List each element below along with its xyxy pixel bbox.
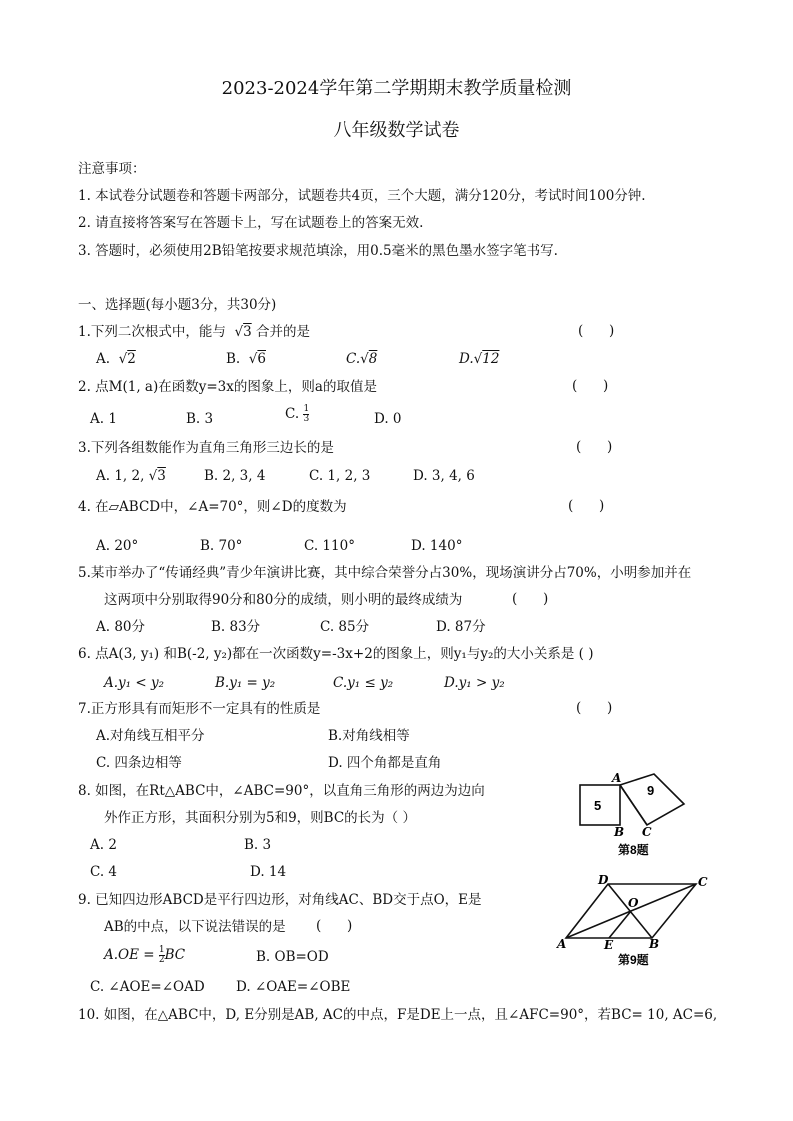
question-4-stem: 4. 在▱ABCD中，∠A=70°，则∠D的度数为: [78, 499, 347, 515]
q2-option-d: D. 0: [374, 411, 402, 427]
q7-option-c: C. 四条边相等: [96, 755, 182, 771]
question-7-stem: 7.正方形具有而矩形不一定具有的性质是: [78, 701, 321, 717]
q3-option-b: B. 2, 3, 4: [204, 468, 266, 484]
vertex-c-label: C: [642, 825, 652, 839]
question-9-stem-line1: 9. 已知四边形ABCD是平行四边形，对角线AC、BD交于点O，E是: [78, 892, 482, 908]
section-heading: 一、选择题(每小题3分，共30分): [78, 297, 277, 313]
q5-option-d: D. 87分: [436, 619, 486, 635]
question-8-stem-line1: 8. 如图，在Rt△ABC中，∠ABC=90°，以直角三角形的两边为边向: [78, 783, 485, 799]
vertex-d-label: D: [598, 873, 609, 887]
q3-option-d: D. 3, 4, 6: [413, 468, 475, 484]
figure-8-caption: 第8题: [618, 843, 649, 857]
q3-option-a: A. 1, 2, √3: [96, 468, 166, 484]
q3-option-c: C. 1, 2, 3: [309, 468, 371, 484]
q5-option-c: C. 85分: [320, 619, 370, 635]
question-8-stem-line2: 外作正方形，其面积分别为5和9，则BC的长为（ ）: [104, 810, 416, 826]
q6-option-d: D.y₁ > y₂: [444, 675, 505, 691]
vertex-b-label: B: [614, 825, 625, 839]
question-9-stem-line2: AB的中点，以下说法错误的是: [104, 919, 286, 935]
q1-option-d: D.√12: [459, 351, 500, 367]
figure-9-caption: 第9题: [618, 953, 649, 967]
q2-option-c: C. $\frac{1}{3}$: [285, 404, 310, 424]
q5-option-b: B. 83分: [211, 619, 261, 635]
q9-option-c: C. ∠AOE=∠OAD: [90, 979, 205, 995]
question-1-stem: 1.下列二次根式中，能与 √3 合并的是: [78, 324, 310, 340]
exam-subtitle: 八年级数学试卷: [333, 120, 460, 141]
q8-option-d: D. 14: [250, 864, 287, 880]
question-10-stem: 10. 如图，在△ABC中，D, E分别是AB, AC的中点，F是DE上一点，且∠AFC=90°，若BC= 10, AC=6,: [78, 1007, 718, 1023]
q2-option-a: A. 1: [90, 411, 117, 427]
q1-option-c: C.√8: [346, 351, 378, 367]
vertex-a-label: A: [612, 771, 622, 785]
question-5-stem-line2: 这两项中分别取得90分和80分的成绩，则小明的最终成绩为: [104, 592, 463, 608]
answer-paren: ( ): [316, 918, 353, 934]
notice-item-3: 3. 答题时，必须使用2B铅笔按要求规范填涂，用0.5毫米的黑色墨水签字笔书写.: [78, 243, 558, 259]
q4-option-b: B. 70°: [200, 538, 243, 554]
q4-option-c: C. 110°: [304, 538, 355, 554]
question-3-stem: 3.下列各组数能作为直角三角形三边长的是: [78, 440, 334, 456]
q9-option-d: D. ∠OAE=∠OBE: [236, 979, 351, 995]
question-6-stem: 6. 点A(3, y₁) 和B(-2, y₂)都在一次函数y=-3x+2的图象上，则y₁与y₂的大小关系是 ( ): [78, 646, 594, 662]
q4-option-d: D. 140°: [411, 538, 463, 554]
q9-option-b: B. OB=OD: [256, 949, 329, 965]
figure-8: [574, 768, 692, 860]
square-9-label: 9: [647, 783, 655, 798]
vertex-a-label: A: [557, 937, 567, 951]
q6-option-a: A.y₁ < y₂: [104, 675, 165, 691]
point-e-label: E: [604, 938, 614, 952]
q7-option-a: A.对角线互相平分: [96, 728, 205, 744]
question-2-stem: 2. 点M(1, a)在函数y=3x的图象上，则a的取值是: [78, 379, 377, 395]
answer-paren: ( ): [576, 439, 613, 455]
q5-option-a: A. 80分: [96, 619, 146, 635]
exam-title: 2023-2024学年第二学期期末教学质量检测: [221, 78, 572, 99]
q4-option-a: A. 20°: [96, 538, 139, 554]
notice-heading: 注意事项：: [78, 161, 146, 177]
q6-option-b: B.y₁ = y₂: [215, 675, 276, 691]
q1-option-b: B. √6: [226, 351, 266, 367]
answer-paren: ( ): [572, 378, 609, 394]
notice-item-2: 2. 请直接将答案写在答题卡上，写在试题卷上的答案无效.: [78, 215, 424, 231]
answer-paren: ( ): [512, 591, 549, 607]
answer-paren: ( ): [578, 323, 615, 339]
notice-item-1: 1. 本试卷分试题卷和答题卡两部分，试题卷共4页，三个大题，满分120分，考试时间100分钟.: [78, 188, 646, 204]
q8-option-b: B. 3: [244, 837, 272, 853]
q6-option-c: C.y₁ ≤ y₂: [333, 675, 394, 691]
hypotenuse-ac: [620, 785, 647, 825]
q9-option-a: A.OE = $\frac{1}{2}$ BC: [104, 945, 186, 965]
question-5-stem-line1: 5.某市举办了“传诵经典”青少年演讲比赛，其中综合荣誉分占30%，现场演讲分占70%，小明参加并在: [78, 565, 692, 581]
vertex-b-label: B: [649, 937, 660, 951]
q2-option-b: B. 3: [186, 411, 214, 427]
point-o-label: O: [628, 896, 639, 910]
q7-option-b: B.对角线相等: [328, 728, 410, 744]
q8-option-a: A. 2: [90, 837, 117, 853]
square-5-label: 5: [594, 798, 602, 813]
answer-paren: ( ): [576, 700, 613, 716]
vertex-c-label: C: [698, 875, 708, 889]
figure-9: [556, 870, 716, 970]
q1-option-a: A. √2: [96, 351, 136, 367]
q7-option-d: D. 四个角都是直角: [328, 755, 442, 771]
root-3: 3: [243, 324, 252, 340]
q8-option-c: C. 4: [90, 864, 118, 880]
answer-paren: ( ): [568, 498, 605, 514]
